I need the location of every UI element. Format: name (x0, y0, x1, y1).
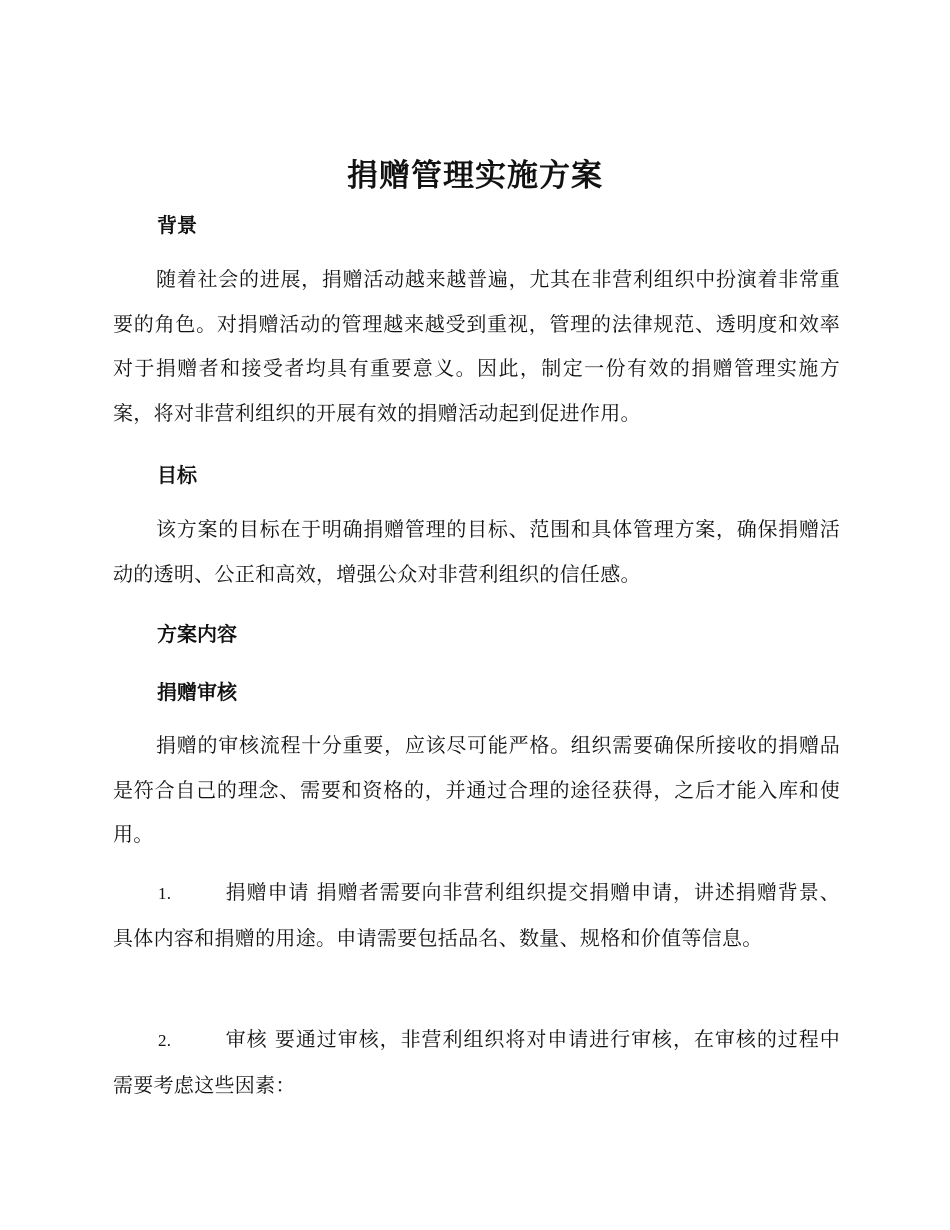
paragraph-review: 捐赠的审核流程十分重要，应该尽可能严格。组织需要确保所接收的捐赠品是符合自己的理念、需要和资格的，并通过合理的途径获得，之后才能入库和使用。 (113, 733, 840, 846)
list-item-2 (113, 1017, 840, 1108)
list-item-text: 捐赠申请 捐赠者需要向非营利组织提交捐赠申请，讲述捐赠背景、具体内容和捐赠的用途。申请需要包括品名、数量、规格和价值等信息。 (113, 880, 840, 950)
section-heading-review: 捐赠审核 (157, 680, 237, 704)
section-heading-goal: 目标 (157, 463, 197, 487)
section-heading-content: 方案内容 (157, 622, 237, 646)
paragraph-goal: 该方案的目标在于明确捐赠管理的目标、范围和具体管理方案，确保捐赠活动的透明、公正和高效，增强公众对非营利组织的信任感。 (113, 517, 840, 586)
section-heading-background: 背景 (157, 213, 197, 237)
list-number: 1. (158, 884, 172, 903)
list-item-1 (113, 870, 840, 961)
list-item-text: 审核 要通过审核，非营利组织将对申请进行审核，在审核的过程中需要考虑这些因素： (113, 1027, 840, 1097)
paragraph-background: 随着社会的进展，捐赠活动越来越普遍，尤其在非营利组织中扮演着非常重要的角色。对捐赠活动的管理越来越受到重视，管理的法律规范、透明度和效率对于捐赠者和接受者均具有重要意义。因此，制定一份有效的捐赠管理实施方案，将对非营利组织的开展有效的捐赠活动起到促进作用。 (113, 267, 840, 425)
list-number: 2. (158, 1031, 172, 1050)
document-title: 捐赠管理实施方案 (347, 158, 603, 194)
